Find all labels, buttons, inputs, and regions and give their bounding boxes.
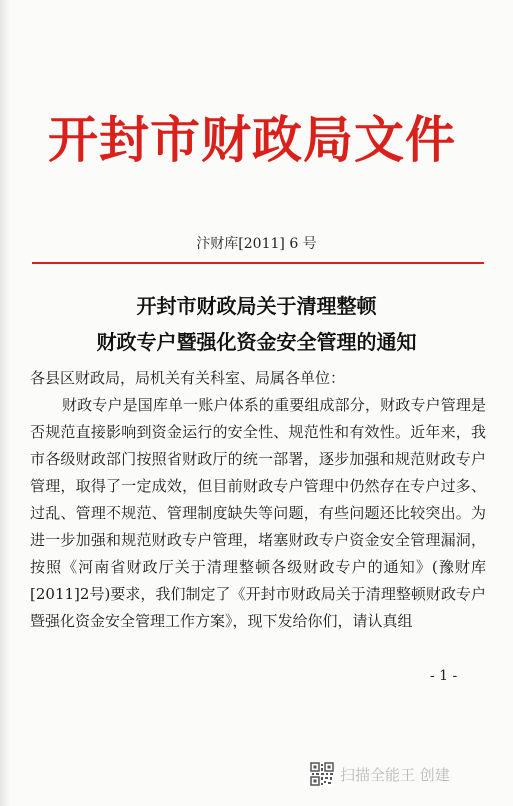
scanner-watermark: 扫描全能王 创建 xyxy=(340,766,450,784)
document-number: 汴财库[2011] 6 号 xyxy=(196,236,317,252)
notice-title-line2: 财政专户暨强化资金安全管理的通知 xyxy=(96,330,417,354)
red-divider-line xyxy=(32,262,484,264)
page-number: - 1 - xyxy=(430,668,458,684)
issuer-header: 开封市财政局文件 xyxy=(48,110,456,169)
body-paragraph: 财政专户是国库单一账户体系的重要组成部分，财政专户管理是否规范直接影响到资金运行的安全性、规范性和有效性。近年来，我市各级财政部门按照省财政厅的统一部署，逐步加强和规范财政专户管理，取得了一定成效，但目前财政专户管理中仍然存在专户过多、过乱、管理不规范、管理制度缺失等问题，有些问题还比较突出。为进一步加强和规范财政专户管理，堵塞财政专户资金安全管理漏洞，按照《河南省财政厅关于清理整顿各级财政专户的通知》(豫财库[2011]2号)要求，我们制定了《开封市财政局关于清理整顿财政专户暨强化资金安全管理工作方案》，现下发给你们，请认真组 xyxy=(30,396,486,630)
notice-title-line1: 开封市财政局关于清理整顿 xyxy=(136,294,377,318)
salutation: 各县区财政局，局机关有关科室、局属各单位： xyxy=(30,369,346,387)
scan-edge-shadow xyxy=(0,0,10,806)
qr-code-icon xyxy=(310,762,334,786)
